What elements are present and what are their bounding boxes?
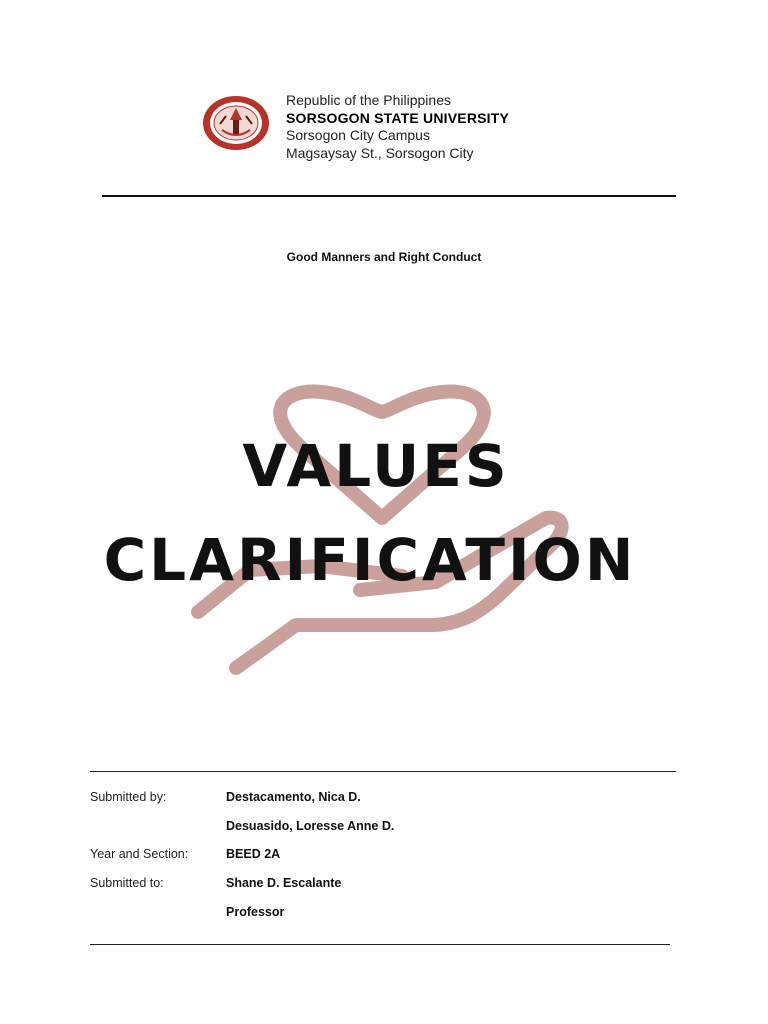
- header-line-address: Magsaysay St., Sorsogon City: [286, 144, 474, 161]
- submission-top-divider: [90, 771, 676, 772]
- submitted-to-label: Submitted to:: [90, 876, 164, 890]
- header-line-campus: Sorsogon City Campus: [286, 127, 430, 143]
- title-line-values: VALUES: [242, 432, 510, 500]
- submitted-by-label: Submitted by:: [90, 790, 167, 804]
- submitted-to-name: Shane D. Escalante: [226, 876, 342, 890]
- submitted-by-name-1: Destacamento, Nica D.: [226, 790, 361, 804]
- header-line-university: SORSOGON STATE UNIVERSITY: [286, 109, 510, 126]
- submission-bottom-divider: [90, 944, 670, 945]
- year-section-label: Year and Section:: [90, 847, 189, 861]
- header-line-republic: Republic of the Philippines: [286, 92, 451, 108]
- year-section-value: BEED 2A: [226, 847, 281, 861]
- title-line-clarification: CLARIFICATION: [103, 526, 637, 594]
- submitted-to-role: Professor: [226, 905, 285, 919]
- subject-title: Good Manners and Right Conduct: [286, 250, 482, 264]
- submitted-by-name-2: Desuasido, Loresse Anne D.: [226, 819, 395, 833]
